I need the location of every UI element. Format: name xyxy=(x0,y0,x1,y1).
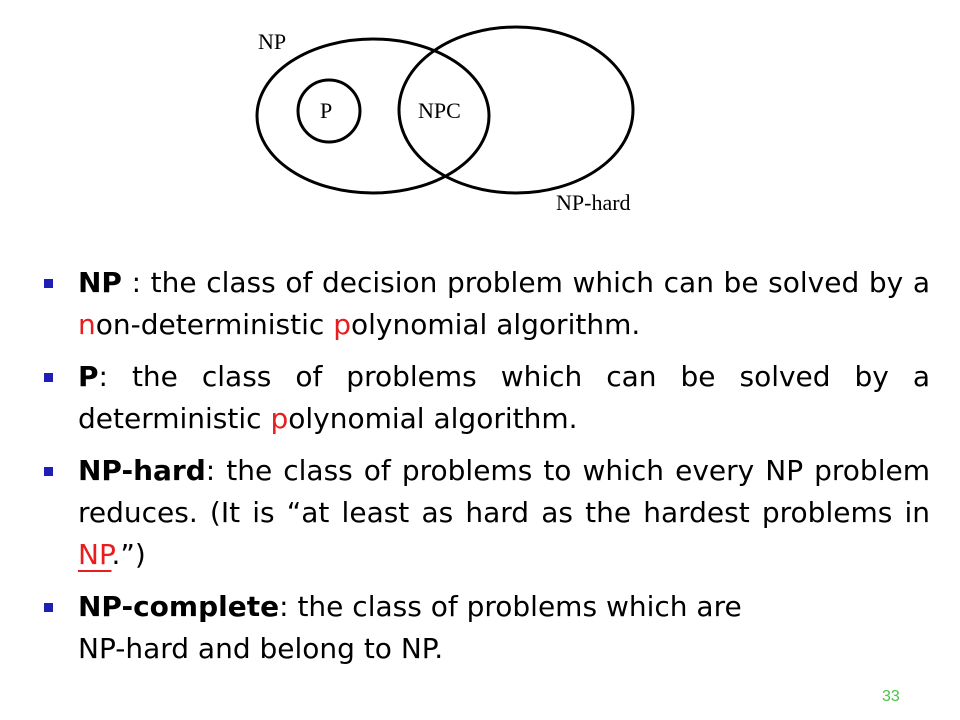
definition-p xyxy=(44,356,930,440)
definition-line-2: NP-hard and belong to NP. xyxy=(78,632,444,665)
highlight-np-link: NP xyxy=(78,538,112,571)
bullet-marker xyxy=(44,603,53,612)
separator: : xyxy=(98,360,132,393)
separator: : xyxy=(121,266,151,299)
np-hard-label: NP-hard xyxy=(556,190,631,215)
definition-text: the class of decision problem which can be solved by a xyxy=(150,266,930,299)
highlight-letter-p: p xyxy=(333,308,351,341)
definitions-list xyxy=(44,262,930,670)
definition-np xyxy=(44,262,930,346)
definition-np-hard xyxy=(44,450,930,576)
definition-line-1 xyxy=(78,586,930,628)
np-label: NP xyxy=(258,29,287,54)
highlight-letter-p: p xyxy=(270,402,289,435)
definition-text: the class of problems which are xyxy=(297,590,742,623)
term-np: NP xyxy=(78,266,122,299)
definition-text: on-deterministic xyxy=(95,308,334,341)
bullet-marker xyxy=(44,373,53,382)
bullet-marker xyxy=(44,279,53,288)
separator: : xyxy=(279,590,298,623)
p-label: P xyxy=(320,98,333,123)
definition-text: olynomial algorithm. xyxy=(350,308,641,341)
definition-text: .”) xyxy=(111,538,146,571)
npc-label: NPC xyxy=(418,98,461,123)
highlight-letter-n: n xyxy=(78,308,96,341)
definition-text: olynomial algorithm. xyxy=(288,402,578,435)
term-p: P xyxy=(78,360,99,393)
term-np-complete: NP-complete xyxy=(78,590,280,623)
bullet-marker xyxy=(44,467,53,476)
page-number: 33 xyxy=(882,688,900,705)
definition-text: the class of problems which can be solved by a deterministic xyxy=(78,360,930,435)
definition-text: the class of problems to which every NP problem reduces. (It is “at least as hard as the hardest problems in xyxy=(78,454,930,529)
definition-np-complete xyxy=(44,586,930,670)
complexity-classes-venn-diagram xyxy=(0,0,960,240)
term-np-hard: NP-hard xyxy=(78,454,206,487)
separator: : xyxy=(205,454,227,487)
